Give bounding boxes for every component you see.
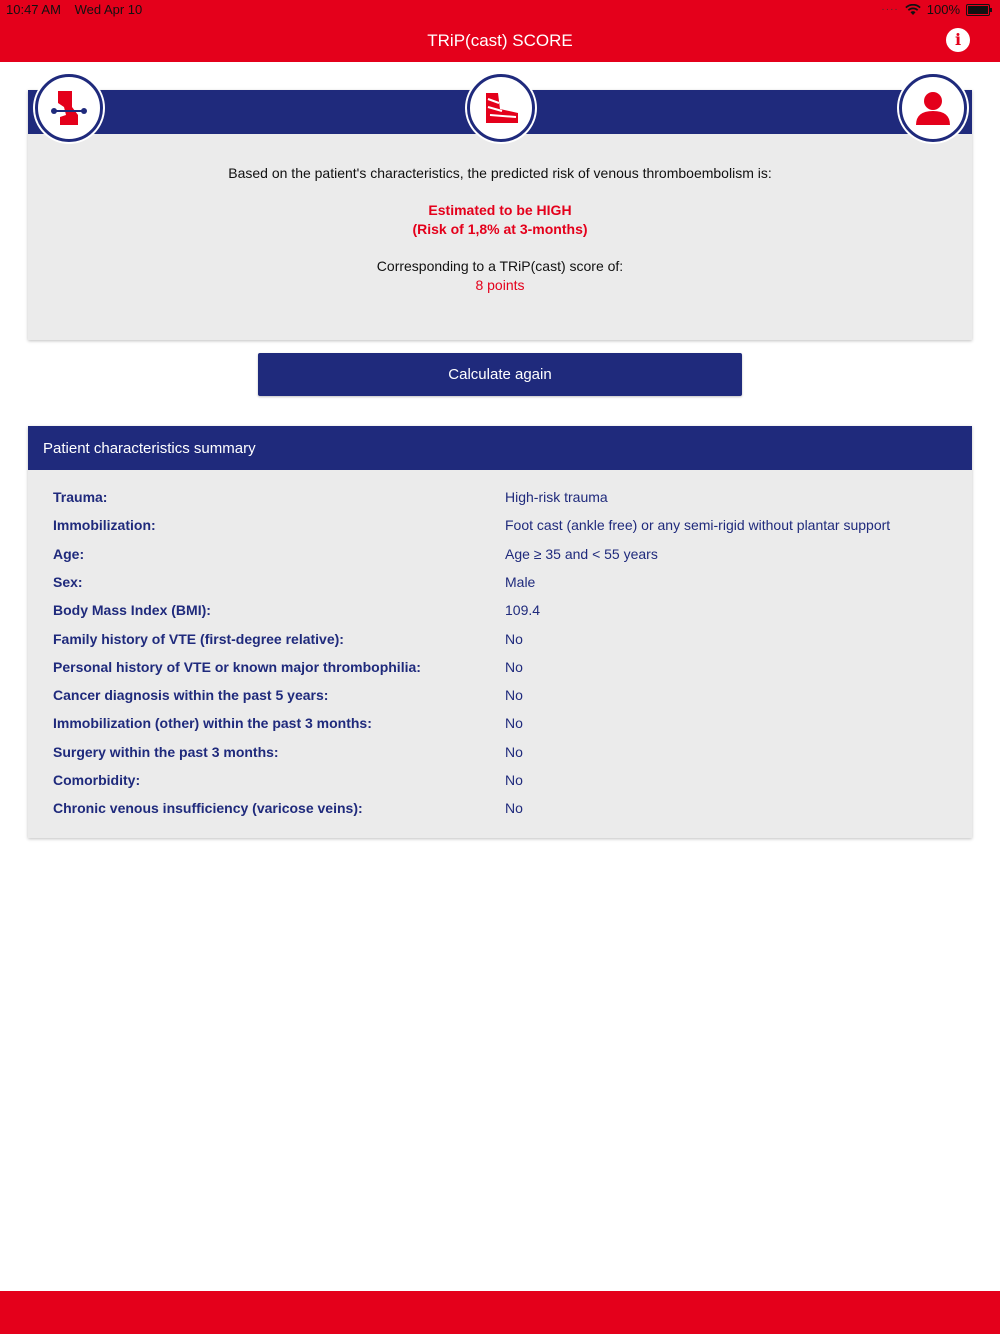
summary-row-value: High-risk trauma <box>505 489 608 505</box>
summary-row-label: Sex: <box>53 573 83 590</box>
summary-row-label: Comorbidity: <box>53 772 141 788</box>
summary-row-value: No <box>505 715 523 732</box>
summary-row <box>53 715 953 743</box>
summary-row-label: Body Mass Index (BMI): <box>53 602 211 619</box>
summary-row-value: Foot cast (ankle free) or any semi-rigid without plantar support <box>505 517 891 534</box>
summary-card <box>28 426 972 838</box>
risk-detail: (Risk of 1,8% at 3-months) <box>412 221 588 237</box>
summary-row-label: Personal history of VTE or known major thrombophilia: <box>53 658 421 675</box>
summary-row-label: Age: <box>53 545 85 562</box>
battery-percent: 100% <box>926 2 960 17</box>
summary-row <box>53 772 953 800</box>
summary-row-value: No <box>505 658 523 675</box>
summary-row <box>53 744 953 772</box>
summary-row-value: No <box>505 743 523 760</box>
summary-row <box>53 631 953 659</box>
summary-row-value: Male <box>505 573 536 590</box>
score-value: 8 points <box>475 277 525 293</box>
summary-row-value: No <box>505 630 523 647</box>
summary-row-label: Chronic venous insufficiency (varicose veins): <box>53 800 363 817</box>
summary-row-label: Family history of VTE (first-degree relative): <box>53 630 344 647</box>
summary-row-label: Surgery within the past 3 months: <box>53 743 279 760</box>
leg-trauma-icon <box>35 74 103 142</box>
calculate-again-button[interactable]: Calculate again <box>258 353 742 396</box>
summary-row <box>53 602 953 630</box>
summary-row-value: No <box>505 772 523 788</box>
summary-row <box>53 489 953 517</box>
patient-icon <box>899 74 967 142</box>
battery-icon <box>966 4 990 16</box>
bottom-bar <box>0 1291 1000 1334</box>
summary-row-label: Cancer diagnosis within the past 5 years: <box>53 687 329 704</box>
result-card <box>28 90 972 340</box>
summary-row-label: Trauma: <box>53 489 108 505</box>
info-icon[interactable]: i <box>946 28 970 52</box>
signal-icon: ···· <box>881 4 899 15</box>
result-intro: Based on the patient's characteristics, the predicted risk of venous thromboembolism is: <box>228 165 772 181</box>
summary-row <box>53 574 953 602</box>
summary-row <box>53 800 953 828</box>
risk-level: Estimated to be HIGH <box>428 202 572 218</box>
summary-row-value: No <box>505 687 523 704</box>
summary-row-value: No <box>505 800 523 817</box>
summary-row <box>53 546 953 574</box>
summary-row <box>53 517 953 545</box>
summary-row-label: Immobilization: <box>53 517 156 534</box>
wifi-icon <box>905 4 921 16</box>
score-intro: Corresponding to a TRiP(cast) score of: <box>376 258 624 274</box>
summary-row-value: Age ≥ 35 and < 55 years <box>505 545 658 562</box>
status-bar-right <box>881 2 990 17</box>
navigation-bar <box>0 0 1000 62</box>
status-bar-left <box>6 2 152 17</box>
summary-header <box>28 426 972 470</box>
page-title: TRiP(cast) SCORE <box>427 31 573 50</box>
summary-row-label: Immobilization (other) within the past 3 months: <box>53 715 372 732</box>
summary-row <box>53 659 953 687</box>
status-date: Wed Apr 10 <box>74 2 143 17</box>
foot-cast-icon <box>467 74 535 142</box>
summary-row-value: 109.4 <box>505 602 541 619</box>
status-time: 10:47 AM <box>6 2 61 17</box>
summary-row <box>53 687 953 715</box>
summary-title: Patient characteristics summary <box>43 440 256 457</box>
